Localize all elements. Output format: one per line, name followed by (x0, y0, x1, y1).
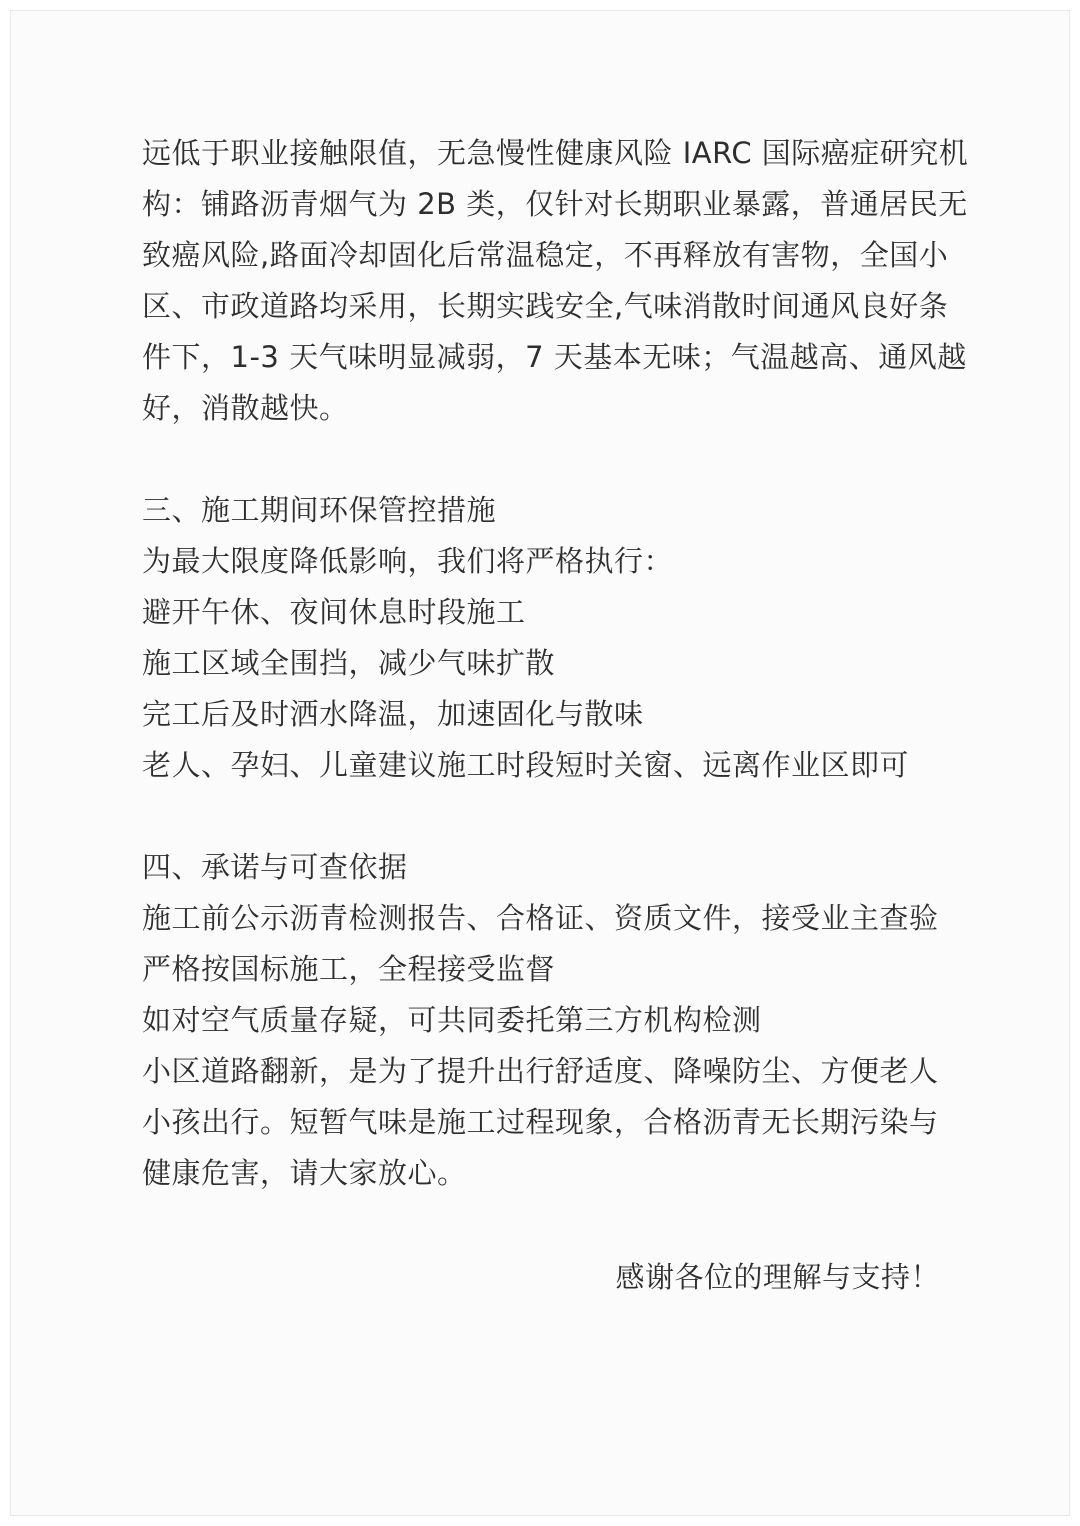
text-line: 件下，1-3 天气味明显减弱，7 天基本无味；气温越高、通风越 (142, 340, 967, 374)
text-line: 区、市政道路均采用，长期实践安全,气味消散时间通风良好条 (142, 289, 949, 323)
summary-line: 小孩出行。短暂气味是施工过程现象，合格沥青无长期污染与 (142, 1105, 939, 1139)
section-commitments (142, 842, 942, 1199)
text-line: 致癌风险,路面冷却固化后常温稳定，不再释放有害物，全国小 (142, 238, 949, 272)
list-item: 避开午休、夜间休息时段施工 (142, 595, 526, 629)
paragraph-spacer (142, 791, 942, 842)
text-line: 好，消散越快。 (142, 391, 349, 425)
paragraph-odor-safety (142, 128, 969, 434)
text-line: 远低于职业接触限值，无急慢性健康风险 IARC 国际癌症研究机 (142, 136, 969, 170)
document-body (142, 128, 969, 1199)
list-item: 严格按国标施工，全程接受监督 (142, 952, 556, 986)
list-item: 施工区域全围挡，减少气味扩散 (142, 646, 556, 680)
section-heading: 三、施工期间环保管控措施 (142, 493, 497, 527)
summary-line: 小区道路翻新，是为了提升出行舒适度、降噪防尘、方便老人 (142, 1054, 939, 1088)
list-item: 施工前公示沥青检测报告、合格证、资质文件，接受业主查验 (142, 901, 939, 935)
section-environmental-measures (142, 485, 942, 791)
list-item: 完工后及时洒水降温，加速固化与散味 (142, 697, 644, 731)
list-item: 如对空气质量存疑，可共同委托第三方机构检测 (142, 1003, 762, 1037)
paragraph-spacer (142, 434, 942, 485)
section-heading: 四、承诺与可查依据 (142, 850, 408, 884)
list-item: 老人、孕妇、儿童建议施工时段短时关窗、远离作业区即可 (142, 748, 910, 782)
closing-thanks: 感谢各位的理解与支持！ (615, 1260, 940, 1294)
text-line: 构：铺路沥青烟气为 2B 类，仅针对长期职业暴露，普通居民无 (142, 187, 968, 221)
section-intro: 为最大限度降低影响，我们将严格执行： (142, 544, 674, 578)
summary-line: 健康危害，请大家放心。 (142, 1156, 467, 1190)
